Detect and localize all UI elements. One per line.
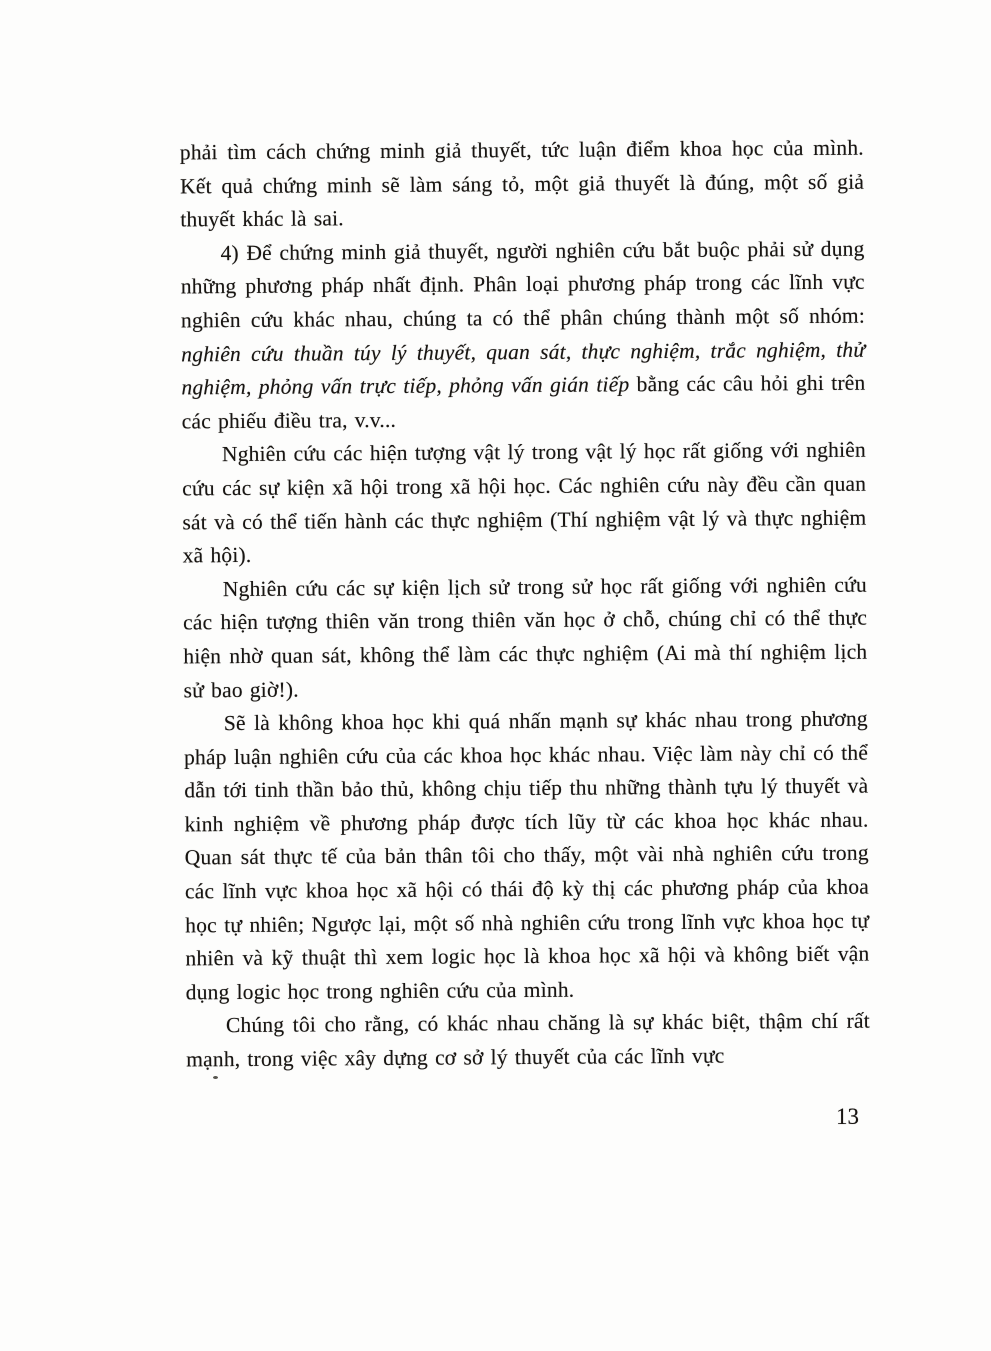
body-text: phải tìm cách chứng minh giả thuyết, tức luận điểm khoa học của mình. Kết quả chứng minh sẽ làm sáng tỏ, một giả thuyết là đúng, một số giả thuyết khác là sai.: [179, 135, 865, 232]
text-block: [180, 132, 871, 1077]
page-number: 13: [836, 1104, 859, 1129]
body-text: Nghiên cứu các hiện tượng vật lý trong vật lý học rất giống với nghiên cứu các sự kiện xã hội trong xã hội học. Các nghiên cứu này đều cần quan sát và có thể tiến hành các thực nghiệm (Thí nghiệm vật lý và thực nghiệm xã hội).: [182, 437, 867, 568]
paragraph: [186, 1005, 870, 1077]
paragraph: [180, 132, 865, 238]
scan-speck: [213, 1076, 218, 1079]
body-text: Sẽ là không khoa học khi quá nhấn mạnh sự khác nhau trong phương pháp luận nghiên cứu của các khoa học khác nhau. Việc làm này chỉ có thể dẫn tới tinh thần bảo thủ, không chịu tiếp thu những thành tựu lý thuyết và kinh nghiệm về phương pháp được tích lũy từ các khoa học khác nhau. Quan sát thực tế của bản thân tôi cho thấy, một vài nhà nghiên cứu trong các lĩnh vực khoa học xã hội có thái độ kỳ thị các phương pháp của khoa học tự nhiên; Ngược lại, một số nhà nghiên cứu trong lĩnh vực khoa học tự nhiên và kỹ thuật thì xem logic học là khoa học xã hội và không biết vận dụng logic học trong nghiên cứu của mình.: [183, 706, 870, 1005]
paragraph: [182, 434, 867, 573]
paragraph: [184, 703, 870, 1010]
paragraph: [180, 232, 865, 438]
body-text: Nghiên cứu các sự kiện lịch sử trong sử học rất giống với nghiên cứu các hiện tượng thiên văn trong thiên văn học ở chỗ, chúng chỉ có thể thực hiện nhờ quan sát, không thể làm các thực nghiệm (Ai mà thí nghiệm lịch sử bao giờ!).: [183, 572, 868, 702]
italic-text: nghiên cứu thuần túy lý thuyết, quan sát, thực nghiệm, trắc nghiệm, thử nghiệm, phỏng vấn trực tiếp, phỏng vấn gián tiếp: [181, 337, 866, 400]
paragraph: [183, 568, 868, 707]
body-text: 4) Để chứng minh giả thuyết, người nghiên cứu bắt buộc phải sử dụng những phương pháp nhất định. Phân loại phương pháp trong các lĩnh vực nghiên cứu khác nhau, chúng ta có thể phân chúng thành một số nhóm:: [180, 236, 866, 333]
body-text: bằng các câu hỏi ghi trên các phiếu điều tra, v.v...: [181, 370, 866, 434]
body-text: Chúng tôi cho rằng, có khác nhau chăng là sự khác biệt, thậm chí rất mạnh, trong việc xây dựng cơ sở lý thuyết của các lĩnh vực: [186, 1009, 871, 1072]
